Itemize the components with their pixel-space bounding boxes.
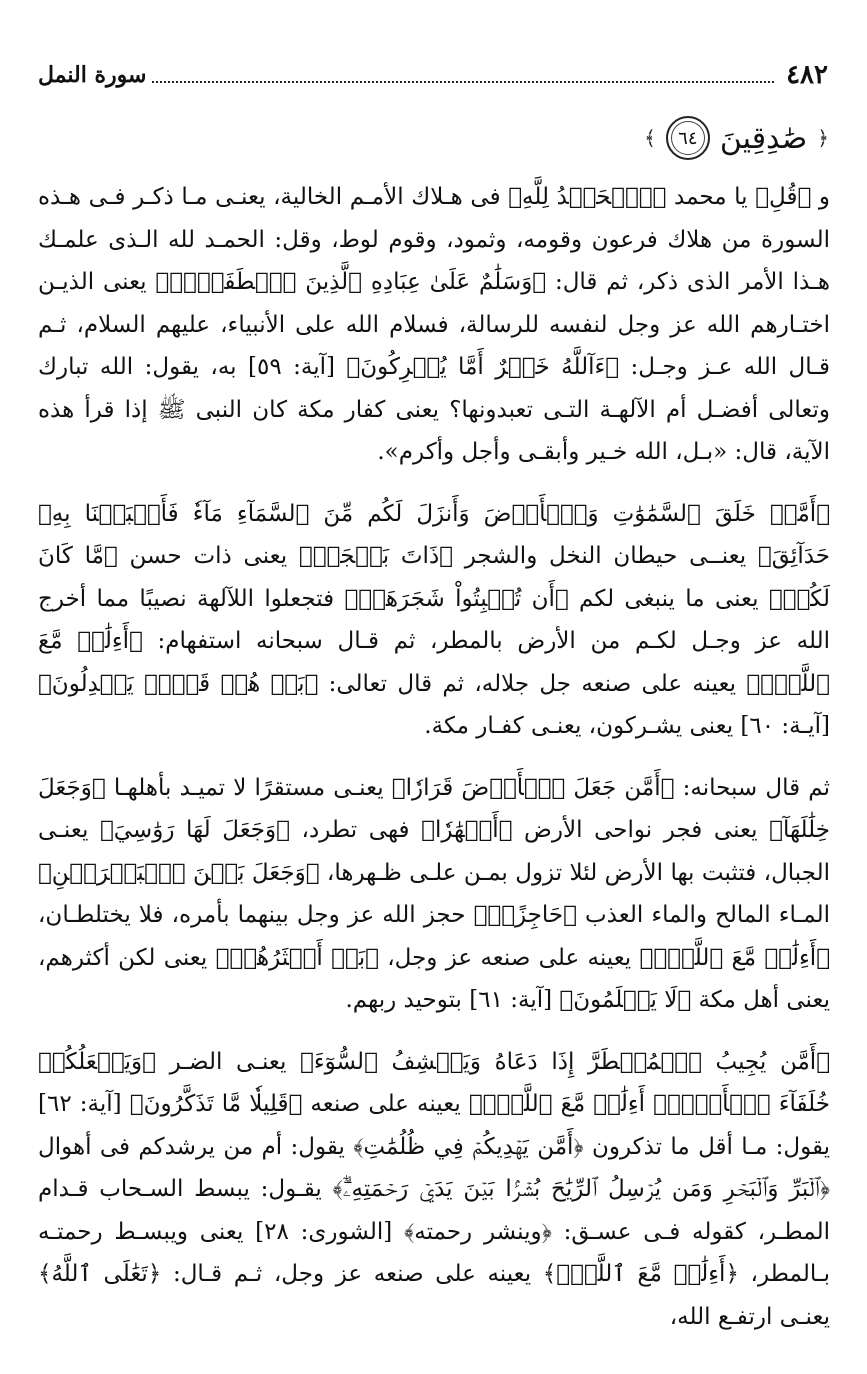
ornate-bracket-left: ﴾	[644, 126, 656, 150]
surah-title: سورة النمل	[38, 62, 147, 88]
page-number: ٤٨٢	[786, 60, 828, 90]
commentary-paragraph: و ﴿قُلِ﴾ يا محمد ﴿ٱلۡحَمۡدُ لِلَّهِ﴾ فى هـلاك الأمـم الخالية، يعنـى مـا ذكـر فـى هـذه السورة من هلاك فرعون وقومه، وثمود، وقوم لوط، وقل: الحمـد لله الـذى علمـك هـذا الأمر الذى ذكر، ثم قال: ﴿وَسَلَٰمٌ عَلَىٰ عِبَادِهِ ٱلَّذِينَ ٱصۡطَفَىٰٓۗ﴾ يعنى الذيـن اختـارهم الله عز وجل لنفسه للرسالة، فسلام الله على الأنبياء، عليهم السلام، ثـم قـال الله عـز وجـل: ﴿ءَآللَّهُ خَيۡرٌ أَمَّا يُشۡرِكُونَ﴾ [آية: ٥٩] به، يقول: الله تبارك وتعالى أفضـل أم الآلهـة التـى تعبدونها؟ يعنى كفار مكة كان النبى ﷺ إذا قرأ هذه الآية، قال: «بـل، الله خـير وأبقـى وأجل وأكرم».	[38, 184, 830, 465]
verse-number-medallion: ٦٤	[666, 116, 710, 160]
ornate-bracket-right: ﴿	[817, 126, 829, 150]
commentary-body	[38, 176, 830, 1357]
verse-final-word: صَٰدِقِينَ	[719, 120, 808, 156]
page-header	[38, 58, 828, 92]
verse-end-line	[644, 118, 829, 158]
commentary-paragraph: ﴿أَمَّن يُجِيبُ ٱلۡمُضۡطَرَّ إِذَا دَعَاهُ وَيَكۡشِفُ ٱلسُّوٓءَ﴾ يعنـى الضـر ﴿وَيَجۡعَلُكُمۡ خُلَفَآءَ ٱلۡأَرۡضِۗ أَءِلَٰهٞ مَّعَ ٱللَّهِۚ﴾ يعينه على صنعه ﴿قَلِيلٗا مَّا تَذَكَّرُونَ﴾ [آية: ٦٢] يقول: مـا أقل ما تذكرون ﴿أَمَّن يَهۡدِيكُمۡ فِي ظُلُمَٰتِ﴾ يقول: أم من يرشدكم فى أهوال ﴿ٱلۡبَرِّ وَٱلۡبَحۡرِ وَمَن يُرۡسِلُ ٱلرِّيَٰحَ بُشۡرَۢا بَيۡنَ يَدَيۡ رَحۡمَتِهِۦٓۗ﴾ يقـول: يبسط السـحاب قـدام المطـر، كقوله فـى عسـق: ﴿وينشر رحمته﴾ [الشورى: ٢٨] يعنى ويبسـط رحمتـه بـالمطر، ﴿أَءِلَٰهٞ مَّعَ ٱللَّهِۚ﴾ يعينه على صنعه عز وجل، ثـم قـال: ﴿تَعَٰلَى ٱللَّهُ﴾ يعنـى ارتفـع الله،	[38, 1048, 830, 1330]
header-dotted-leader	[152, 67, 774, 83]
commentary-paragraph: ثم قال سبحانه: ﴿أَمَّن جَعَلَ ٱلۡأَرۡضَ قَرَارٗا﴾ يعنـى مستقرًا لا تميـد بأهلهـا ﴿وَجَعَلَ خِلَٰلَهَآ﴾ يعنى فجر نواحى الأرض ﴿أَنۡهَٰرٗا﴾ فهى تطرد، ﴿وَجَعَلَ لَهَا رَوَٰسِيَ﴾ يعنـى الجبال، فتثبت بها الأرض لئلا تزول بمـن علـى ظـهرها، ﴿وَجَعَلَ بَيۡنَ ٱلۡبَحۡرَيۡنِ﴾ المـاء المالح والماء العذب ﴿حَاجِزًاۗ﴾ حجز الله عز وجل بينهما بأمره، فلا يختلطـان، ﴿أَءِلَٰهٞ مَّعَ ٱللَّهِۚ﴾ يعينه على صنعه عز وجل، ﴿بَلۡ أَكۡثَرُهُمۡ﴾ يعنى لكن أكثرهم، يعنى أهل مكة ﴿لَا يَعۡلَمُونَ﴾ [آية: ٦١] بتوحيد ربهم.	[38, 774, 830, 1013]
commentary-paragraph: ﴿أَمَّنۡ خَلَقَ ٱلسَّمَٰوَٰتِ وَٱلۡأَرۡضَ وَأَنزَلَ لَكُم مِّنَ ٱلسَّمَآءِ مَآءٗ فَأَنۢبَتۡنَا بِهِۦ حَدَآئِقَ﴾ يعنــى حيطان النخل والشجر ﴿ذَاتَ بَهۡجَةٖ﴾ يعنى ذات حسن ﴿مَّا كَانَ لَكُمۡ﴾ يعنى ما ينبغى لكم ﴿أَن تُنۢبِتُواْ شَجَرَهَآۗ﴾ فتجعلوا اللآلهة نصيبًا مما أخرج الله عز وجـل لكـم من الأرض بالمطر، ثم قـال سبحانه استفهام: ﴿أَءِلَٰهٞ مَّعَ ٱللَّهِۚ﴾ يعينه على صنعه جل جلاله، ثم قال تعالى: ﴿بَلۡ هُمۡ قَوۡمٞ يَعۡدِلُونَ﴾ [آيـة: ٦٠] يعنى يشـركون، يعنـى كفـار مكة.	[38, 500, 830, 739]
